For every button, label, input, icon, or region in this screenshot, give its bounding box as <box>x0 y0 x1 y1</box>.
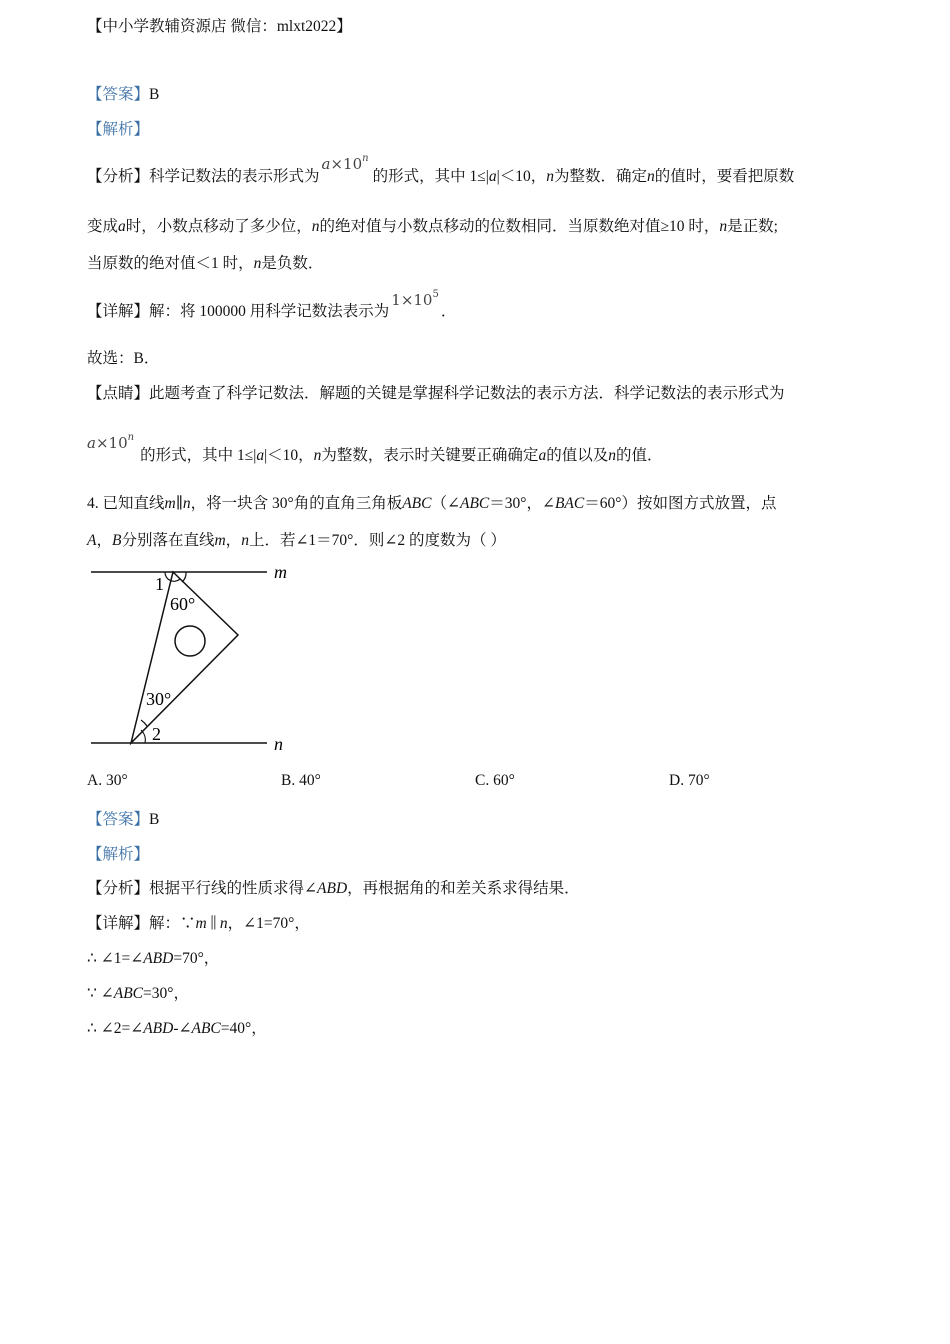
label-angle-2: 2 <box>152 724 161 744</box>
q3-choice-line: 故选：B． <box>87 350 160 367</box>
text: -∠ <box>173 1020 192 1037</box>
text: 的形式，其中 1≤| <box>372 168 489 185</box>
text: ∥ <box>175 495 183 512</box>
label-30: 30° <box>146 689 172 709</box>
text: |＜10， <box>264 447 314 464</box>
var: ABC <box>191 1020 221 1037</box>
text: ， <box>225 532 242 549</box>
answer-tag: 【答案】 <box>87 811 150 828</box>
q3-fenxi-line-3 <box>87 251 323 273</box>
var-n: n <box>311 218 320 235</box>
text: 上．若∠1＝70°．则∠2 的度数为（ ） <box>248 532 506 549</box>
q3-xiangjie-line <box>87 289 457 321</box>
q4-stem-line-1 <box>87 491 776 513</box>
text: 是正数; <box>727 218 778 235</box>
var-n: n <box>719 218 728 235</box>
text: =40°， <box>220 1020 267 1037</box>
var-a: a <box>87 434 96 452</box>
label-m: m <box>274 562 287 582</box>
var: A <box>87 532 97 549</box>
text: ， <box>96 532 112 549</box>
text: 根据平行线的性质求得∠ <box>149 880 318 897</box>
text: 的值以及 <box>546 447 609 464</box>
var: n <box>182 495 191 512</box>
text: 科学记数法的表示形式为 <box>149 168 320 185</box>
text: =70°， <box>173 950 220 967</box>
q3-fenxi-line-1 <box>87 153 795 186</box>
sci-notation-formula <box>322 155 369 173</box>
exp-n: n <box>127 432 135 443</box>
result-formula <box>391 291 439 309</box>
analysis-tag: 【解析】 <box>87 846 150 863</box>
label-angle-1: 1 <box>155 574 164 594</box>
text: 是负数． <box>261 255 324 272</box>
var-a: a <box>488 168 497 185</box>
option-b: B. 40° <box>281 772 321 789</box>
var-a: a <box>256 447 265 464</box>
text: ∵ ∠ <box>87 985 114 1002</box>
text: 的绝对值与小数点移动的位数相同．当原数绝对值≥10 时， <box>319 218 720 235</box>
q4-xiangjie-line <box>87 911 310 933</box>
text: ∴ ∠1=∠ <box>87 950 144 967</box>
var-n: n <box>546 168 554 185</box>
answer-tag: 【答案】 <box>87 86 150 103</box>
var: ABD <box>317 880 348 897</box>
var: ABC <box>460 495 490 512</box>
text: =30°， <box>143 985 189 1002</box>
xiangjie-tag: 【详解】 <box>87 915 150 932</box>
var-n: n <box>608 447 616 464</box>
text: |＜10， <box>496 168 547 185</box>
text: 分别落在直线 <box>121 532 215 549</box>
q3-fenxi-line-2 <box>87 214 778 236</box>
option-d: D. 70° <box>669 772 710 789</box>
var-n: n <box>253 255 262 272</box>
triangle-hole <box>175 626 205 656</box>
var: n <box>241 532 249 549</box>
var: ABD <box>143 1020 174 1037</box>
exp-n: n <box>362 153 369 164</box>
q3-dianjing-line-2 <box>87 432 663 465</box>
var: BAC <box>554 495 585 512</box>
times-ten: ×10 <box>95 434 128 452</box>
page-header: 【中小学教辅资源店 微信：mlxt2022】 <box>87 18 352 35</box>
var: n <box>219 915 228 932</box>
option-c: C. 60° <box>475 772 515 789</box>
var-a: a <box>321 155 331 173</box>
triangle-figure <box>85 560 305 755</box>
var: m <box>195 915 207 932</box>
text: 解：将 100000 用科学记数法表示为 <box>149 303 390 320</box>
dianjing-tag: 【点睛】 <box>87 385 150 402</box>
q4-step-2 <box>87 981 189 1003</box>
text: ∴ ∠2=∠ <box>87 1020 144 1037</box>
text: 的形式，其中 1≤| <box>140 447 257 464</box>
var-n: n <box>313 447 322 464</box>
text: 当原数的绝对值＜1 时， <box>87 255 254 272</box>
q4-step-3 <box>87 1016 267 1038</box>
text: 为整数，表示时关键要正确确定 <box>321 447 539 464</box>
q4-answer-line <box>87 807 159 829</box>
option-a: A. 30° <box>87 772 128 789</box>
text: ，将一块含 30°角的直角三角板 <box>190 495 403 512</box>
q3-answer-line <box>87 82 159 104</box>
var: ABC <box>402 495 432 512</box>
answer-value: B <box>149 86 160 103</box>
xiangjie-tag: 【详解】 <box>87 303 150 320</box>
fenxi-tag: 【分析】 <box>87 168 150 185</box>
text: 为整数．确定 <box>553 168 647 185</box>
var: m <box>164 495 176 512</box>
label-n: n <box>274 734 283 754</box>
text: ＝30°，∠ <box>489 495 555 512</box>
var: ABD <box>143 950 174 967</box>
var: B <box>111 532 122 549</box>
q4-stem-line-2 <box>87 528 506 550</box>
angle-arc-30 <box>141 720 147 726</box>
text: ＝60°）按如图方式放置，点 <box>584 495 777 512</box>
q3-dianjing-line-1 <box>87 381 785 403</box>
label-60: 60° <box>170 594 196 614</box>
var: m <box>214 532 226 549</box>
analysis-tag: 【解析】 <box>87 121 150 138</box>
answer-value: B <box>149 811 160 828</box>
text: 的值． <box>615 447 663 464</box>
parallel-symbol: ∥ <box>209 915 217 932</box>
text: ． <box>440 303 457 320</box>
text: 4. 已知直线 <box>87 495 165 512</box>
text: 变成 <box>87 218 119 235</box>
one-times-ten: 1×10 <box>391 291 433 309</box>
text: ，∠1=70°， <box>227 915 310 932</box>
sci-notation-formula <box>87 434 134 452</box>
text: 解：∵ <box>149 915 196 932</box>
var-a: a <box>118 218 126 235</box>
fenxi-tag: 【分析】 <box>87 880 150 897</box>
text: （∠ <box>431 495 460 512</box>
var-n: n <box>646 168 655 185</box>
exp-five: 5 <box>432 289 439 300</box>
text: 时，小数点移动了多少位， <box>125 218 312 235</box>
var-a: a <box>538 447 547 464</box>
q4-fenxi-line <box>87 876 580 898</box>
text: 此题考查了科学记数法．解题的关键是掌握科学记数法的表示方法．科学记数法的表示形式为 <box>149 385 785 402</box>
q4-step-1 <box>87 946 219 968</box>
text: 的值时，要看把原数 <box>654 168 795 185</box>
var: ABC <box>113 985 144 1002</box>
text: ，再根据角的和差关系求得结果． <box>347 880 580 897</box>
times-ten: ×10 <box>330 155 363 173</box>
